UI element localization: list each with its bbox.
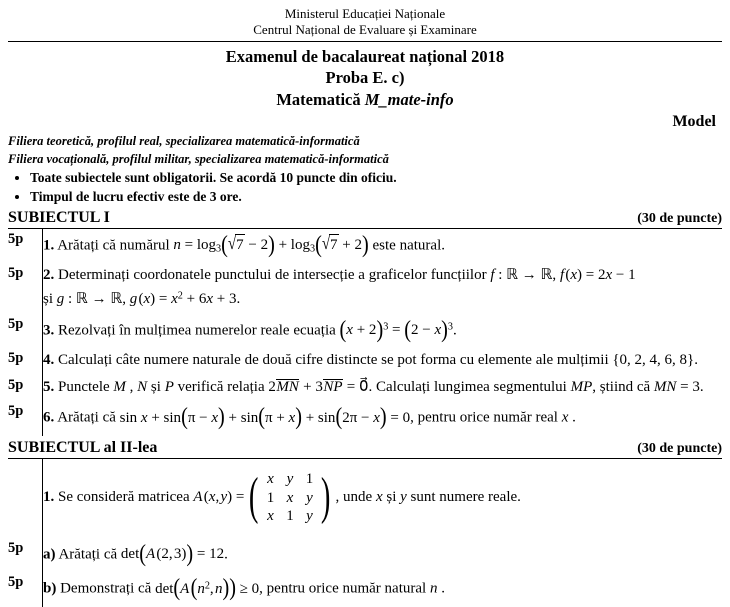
item-formula: $(x + 2)^3 = (2 - x)^3$ bbox=[339, 316, 453, 343]
matrix-cell: y bbox=[306, 507, 313, 524]
item-text: Arătați că bbox=[57, 409, 120, 426]
item-points: 5p bbox=[8, 349, 24, 366]
item-body: b) Demonstrați că det(A ($n^2$, n)) ≥ 0, pentru orice număr natural n . bbox=[43, 572, 723, 606]
item-text-end: . bbox=[699, 378, 704, 395]
item-text-after: . bbox=[694, 351, 699, 368]
item-number: 4. bbox=[43, 351, 55, 368]
matrix-3x3 bbox=[261, 470, 320, 525]
item-text-after: . bbox=[224, 546, 228, 563]
item-number: 3. bbox=[43, 321, 55, 338]
item-points: 5p bbox=[8, 265, 24, 282]
subject-2-points: (30 de puncte) bbox=[637, 440, 722, 456]
subject-2-heading bbox=[8, 439, 722, 457]
subject-1-items bbox=[8, 229, 722, 436]
table-row bbox=[8, 263, 722, 314]
ministry-line-2: Centrul Național de Evaluare și Examinare bbox=[253, 22, 477, 38]
item-text: Calculați câte numere naturale de două cifre distincte se pot forma cu elemente ale mulțimii bbox=[58, 351, 613, 368]
item-text-after: , știind că bbox=[592, 378, 654, 395]
item-points: 5p bbox=[8, 315, 24, 332]
points-names: M , N și P bbox=[113, 378, 174, 395]
item-points: 5p bbox=[8, 539, 24, 556]
matrix-cell: y bbox=[306, 489, 313, 506]
item-text: Punctele bbox=[58, 378, 114, 395]
subject-1-heading bbox=[8, 209, 722, 227]
item-formula: f : ℝ → ℝ, f (x) = 2x − 1 bbox=[490, 267, 636, 284]
item-number: 6. bbox=[43, 409, 55, 426]
determinant-inequality: det(A ($n^2$, n)) ≥ 0 bbox=[155, 574, 260, 602]
item-formula-line-2: și g : ℝ → ℝ, g $(x) = x^2 + 6x + 3$. bbox=[43, 290, 241, 307]
matrix-row bbox=[261, 507, 320, 525]
item-body bbox=[43, 263, 723, 314]
item-points: 5p bbox=[8, 403, 24, 420]
table-row bbox=[8, 401, 722, 435]
matrix-cell: y bbox=[286, 471, 294, 488]
item-text-mid: verifică relația bbox=[173, 378, 269, 395]
model-label: Model bbox=[672, 112, 716, 130]
variable-x: x bbox=[561, 409, 569, 426]
item-number: 5. bbox=[43, 378, 55, 395]
item-text-after: este natural. bbox=[368, 237, 445, 254]
segment-name: MP bbox=[570, 378, 593, 395]
matrix-definition: A (x, y) = ( x y 1 1 x y x 1 y ) bbox=[193, 468, 331, 526]
trig-identity: sin x + sin(π − x) + sin(π + x) + sin(2π − x) = 0 bbox=[119, 403, 411, 431]
filiera-line-1: Filiera teoretică, profilul real, specializarea matematică-informatică bbox=[8, 133, 360, 148]
table-row bbox=[8, 229, 722, 263]
item-body bbox=[43, 538, 723, 572]
item-text: Demonstrați că bbox=[60, 580, 156, 597]
subject-2-items bbox=[8, 459, 722, 607]
subject-1-points: (30 de puncte) bbox=[637, 210, 722, 226]
subject-code: M_mate-info bbox=[364, 90, 454, 110]
table-row bbox=[8, 348, 722, 375]
item-body: 6. Arătați că sin x + sin(π − x) + sin(π + x) + sin(2π − x) = 0, pentru orice număr real x . bbox=[43, 401, 723, 435]
table-row bbox=[8, 375, 722, 402]
matrix-cell: x bbox=[267, 471, 274, 488]
item-body bbox=[43, 348, 723, 375]
item-points: 5p bbox=[8, 376, 24, 393]
matrix-row bbox=[261, 470, 320, 488]
item-text: Determinați coordonatele punctului de intersecție a graficelor funcțiilor bbox=[58, 267, 491, 284]
item-text-mid-2: . Calculați lungimea segmentului bbox=[368, 378, 571, 395]
item-set: {0, 2, 4, 6, 8} bbox=[612, 351, 695, 368]
item-body bbox=[43, 229, 723, 263]
matrix-cell: x bbox=[267, 507, 274, 524]
segment-length: MN = 3 bbox=[653, 378, 700, 395]
matrix-cell: 1 bbox=[305, 471, 314, 488]
item-points: 5p bbox=[8, 574, 24, 591]
variable-n: n bbox=[429, 580, 438, 597]
vector-relation: 2MN + 3NP = 0⃗ bbox=[268, 378, 369, 395]
subject-1-label: SUBIECTUL I bbox=[8, 208, 110, 226]
item-text-after: . bbox=[452, 321, 457, 338]
table-row bbox=[8, 572, 722, 606]
table-row bbox=[8, 314, 722, 348]
matrix-cell: x bbox=[286, 489, 294, 506]
item-points: 5p bbox=[8, 230, 24, 247]
header-divider bbox=[8, 41, 722, 42]
exam-title-line-2: Proba E. c) bbox=[325, 68, 405, 88]
item-formula: $n = \log_3(√7 - 2) + \log_3(√7 + 2)$ bbox=[173, 231, 369, 259]
instructions-list bbox=[8, 169, 722, 205]
determinant-expression: det(A (2, 3)) = 12 bbox=[120, 540, 225, 568]
table-row bbox=[8, 459, 722, 538]
item-letter: b) bbox=[43, 580, 57, 597]
matrix-row bbox=[261, 489, 320, 507]
item-text: Arătați că bbox=[58, 546, 121, 563]
variables-xy: x și y bbox=[375, 489, 407, 506]
matrix-cell: 1 bbox=[266, 489, 275, 506]
item-number: 1. bbox=[43, 489, 55, 506]
item-letter: a) bbox=[43, 546, 56, 563]
subject-name: Matematică bbox=[276, 90, 365, 110]
instruction-item: • Toate subiectele sunt obligatorii. Se acordă 10 puncte din oficiu. bbox=[30, 169, 722, 187]
matrix-cell: 1 bbox=[286, 507, 294, 524]
item-body bbox=[43, 314, 723, 348]
item-text-after-2: sunt numere reale. bbox=[406, 489, 521, 506]
filiera-line-2: Filiera vocațională, profilul militar, specializarea matematică-informatică bbox=[8, 152, 389, 167]
exam-title-line-1: Examenul de bacalaureat național 2018 bbox=[225, 46, 505, 66]
exam-title-line-3 bbox=[8, 89, 722, 111]
item-text-after: , pentru orice număr natural bbox=[259, 580, 430, 597]
item-number: 1. bbox=[43, 237, 55, 254]
item-text: Rezolvați în mulțimea numerelor reale ecuația bbox=[58, 321, 340, 338]
ministry-line-1: Ministerul Educației Naționale bbox=[284, 6, 446, 21]
item-text: Arătați că numărul bbox=[57, 237, 174, 254]
item-body bbox=[43, 375, 723, 402]
item-text: Se consideră matricea bbox=[58, 489, 194, 506]
item-text-after: . bbox=[236, 290, 241, 307]
item-number: 2. bbox=[43, 267, 55, 284]
table-row bbox=[8, 538, 722, 572]
item-points-empty bbox=[8, 459, 43, 538]
instruction-item: • Timpul de lucru efectiv este de 3 ore. bbox=[30, 188, 722, 206]
subject-2-label: SUBIECTUL al II-lea bbox=[8, 438, 158, 456]
item-body bbox=[43, 459, 723, 538]
item-text-after: , unde bbox=[335, 489, 376, 506]
item-text-after: , pentru orice număr real bbox=[410, 409, 562, 426]
